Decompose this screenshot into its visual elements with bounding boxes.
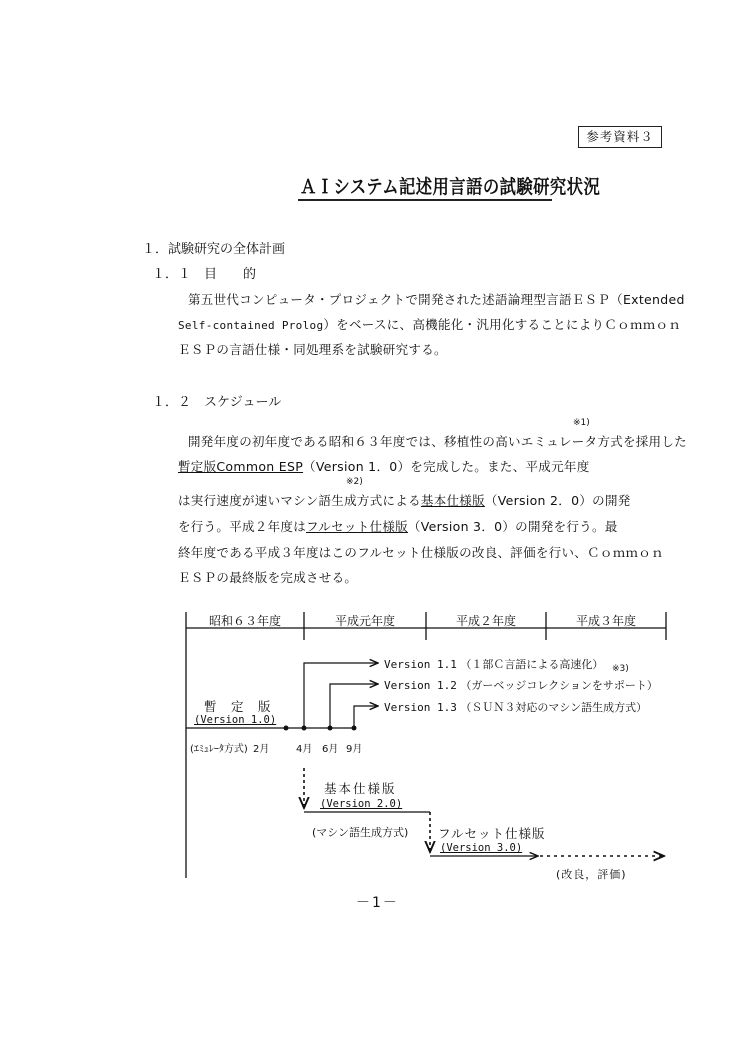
year-label-s63: 昭和６３年度 <box>208 614 281 628</box>
section-1-1-heading: １．１ 目 的 <box>152 267 257 282</box>
machine-code-label: (マシン語生成方式) <box>312 826 409 839</box>
arrow-v13 <box>354 706 378 728</box>
schedule-line-4-c: （Version 3．0）の開発を行う。最 <box>407 519 618 534</box>
fullset-spec-version: (Version 3.0) <box>440 842 523 854</box>
version-1-3-desc: （ＳＵＮ３対応のマシン語生成方式） <box>460 701 648 714</box>
footnote-ref-3: ※3) <box>612 664 629 674</box>
schedule-line-3-a: は実行速度が速いマシン語生成方式による <box>178 493 421 508</box>
emulator-label: (ｴﾐｭﾚｰﾀ方式) <box>190 744 248 755</box>
version-1-3-label: Version 1.3 <box>384 701 457 714</box>
basic-spec-underlined: 基本仕様版 <box>420 493 485 508</box>
version-1-2-desc: （ガーベッジコレクションをサポート） <box>460 679 658 692</box>
section-1-2-heading: １．２ スケジュール <box>152 395 282 410</box>
schedule-line-1: 開発年度の初年度である昭和６３年度では、移植性の高いエミュレータ方式を採用した <box>188 434 687 449</box>
arrow-v11 <box>304 663 378 728</box>
version-1-1-desc: （１部Ｃ言語による高速化） <box>460 658 604 671</box>
schedule-line-5: 終年度である平成３年度はこのフルセット仕様版の改良、評価を行い、Ｃｏｍｍｏｎ <box>178 545 664 560</box>
year-label-h3: 平成３年度 <box>575 614 636 628</box>
reference-label: 参考資料３ <box>578 126 662 148</box>
month-sep: 9月 <box>346 744 363 755</box>
schedule-line-2-rest: （Version 1．0）を完成した。また、平成元年度 <box>303 459 590 474</box>
interim-label: 暫 定 版 <box>204 699 272 714</box>
year-label-h2: 平成２年度 <box>455 614 516 628</box>
version-1-2-label: Version 1.2 <box>384 679 457 692</box>
schedule-line-3-c: （Version 2．0）の開発 <box>484 493 631 508</box>
emulator-method <box>190 740 269 755</box>
section-1-heading: １．試験研究の全体計画 <box>142 242 286 257</box>
interim-version: (Version 1.0) <box>194 714 277 726</box>
page-number: －1－ <box>356 895 399 911</box>
version-1-1 <box>384 656 603 672</box>
month-feb: 2月 <box>253 744 270 755</box>
improvement-label: (改良，評価) <box>556 868 627 881</box>
schedule-line-6: ＥＳＰの最終版を完成させる。 <box>178 570 358 585</box>
month-apr: 4月 <box>296 744 313 755</box>
month-jun: 6月 <box>322 744 339 755</box>
prolog-name: Self-contained Prolog <box>178 319 324 332</box>
purpose-line-3: ＥＳＰの言語仕様・同処理系を試験研究する。 <box>178 342 447 357</box>
year-label-h1: 平成元年度 <box>334 614 395 628</box>
basic-spec-version: (Version 2.0) <box>320 798 403 810</box>
fullset-spec-label: フルセット仕様版 <box>438 826 546 841</box>
purpose-line-2-rest: ）をベースに、高機能化・汎用化することによりＣｏｍｍｏｎ <box>323 317 682 332</box>
schedule-line-4-a: を行う。平成２年度は <box>178 519 307 534</box>
version-1-3 <box>384 699 647 715</box>
footnote-ref-2: ※2) <box>346 477 363 487</box>
interim-version-underlined: 暫定版Common ESP <box>178 459 304 474</box>
version-1-1-label: Version 1.1 <box>384 658 457 671</box>
footnote-ref-1: ※1) <box>573 418 590 428</box>
document-title: ＡＩシステム記述用言語の試験研究状況 <box>300 176 601 198</box>
version-1-2 <box>384 677 658 693</box>
fullset-spec-underlined: フルセット仕様版 <box>306 519 408 534</box>
basic-spec-label: 基本仕様版 <box>324 781 397 796</box>
purpose-line-1: 第五世代コンピュータ・プロジェクトで開発された述語論理型言語ＥＳＰ（Extended <box>188 292 685 307</box>
